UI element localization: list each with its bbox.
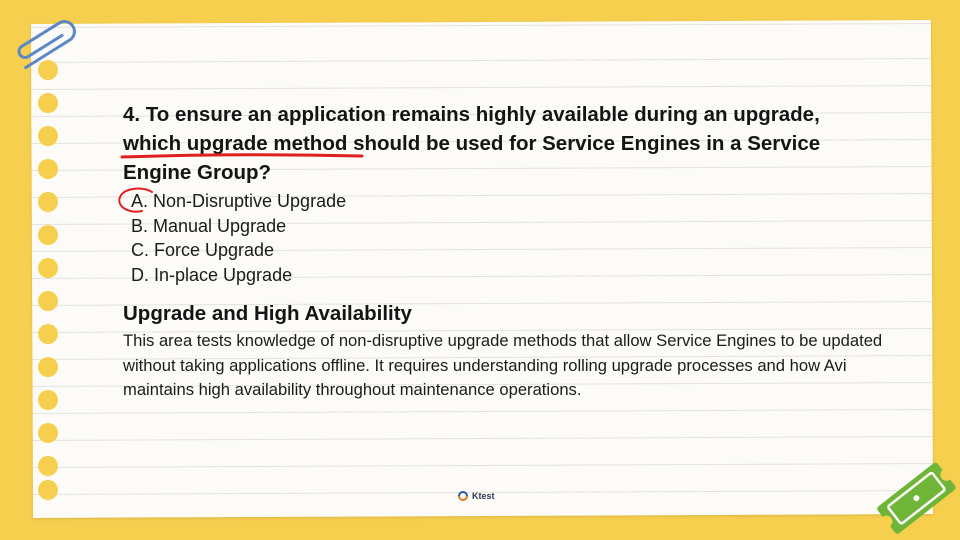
section-title: Upgrade and High Availability (123, 302, 412, 325)
binder-hole (38, 291, 58, 311)
binder-hole (38, 225, 58, 245)
brand-name: Ktest (472, 491, 495, 501)
option-a[interactable]: A. Non-Disruptive Upgrade (131, 191, 347, 211)
binder-hole (38, 423, 58, 443)
question-text (123, 100, 863, 187)
section-body: This area tests knowledge of non-disruptive upgrade methods that allow Service Engines to be updated without taking applications offline. It requires understanding rolling upgrade processes and how Avi maintains high availability throughout maintenance operations. (123, 331, 883, 399)
binder-hole (38, 93, 58, 113)
brand-logo (457, 490, 495, 502)
binder-hole (38, 456, 58, 476)
binder-hole (38, 480, 58, 500)
red-underline-annotation (120, 152, 364, 160)
option-d[interactable]: D. In-place Upgrade (131, 265, 293, 286)
binder-hole (38, 258, 58, 278)
binder-hole (38, 126, 58, 146)
answer-options (131, 189, 731, 288)
binder-holes (38, 60, 62, 500)
ticket-icon (870, 456, 960, 540)
red-circle-annotation (112, 184, 160, 216)
binder-hole (38, 192, 58, 212)
binder-hole (38, 159, 58, 179)
ktest-logo-icon (457, 490, 469, 502)
binder-hole (38, 390, 58, 410)
question-highlight: which upgrade method (123, 132, 348, 155)
question-rest: should be used for Service Engines in a Service Engine Group? (123, 132, 821, 184)
option-b[interactable]: B. Manual Upgrade (131, 215, 287, 236)
question-lead: 4. To ensure an application remains highly available during an upgrade, (123, 103, 820, 126)
binder-hole (38, 324, 58, 344)
binder-hole (38, 357, 58, 377)
option-c[interactable]: C. Force Upgrade (131, 240, 275, 261)
paperclip-icon (6, 8, 90, 78)
